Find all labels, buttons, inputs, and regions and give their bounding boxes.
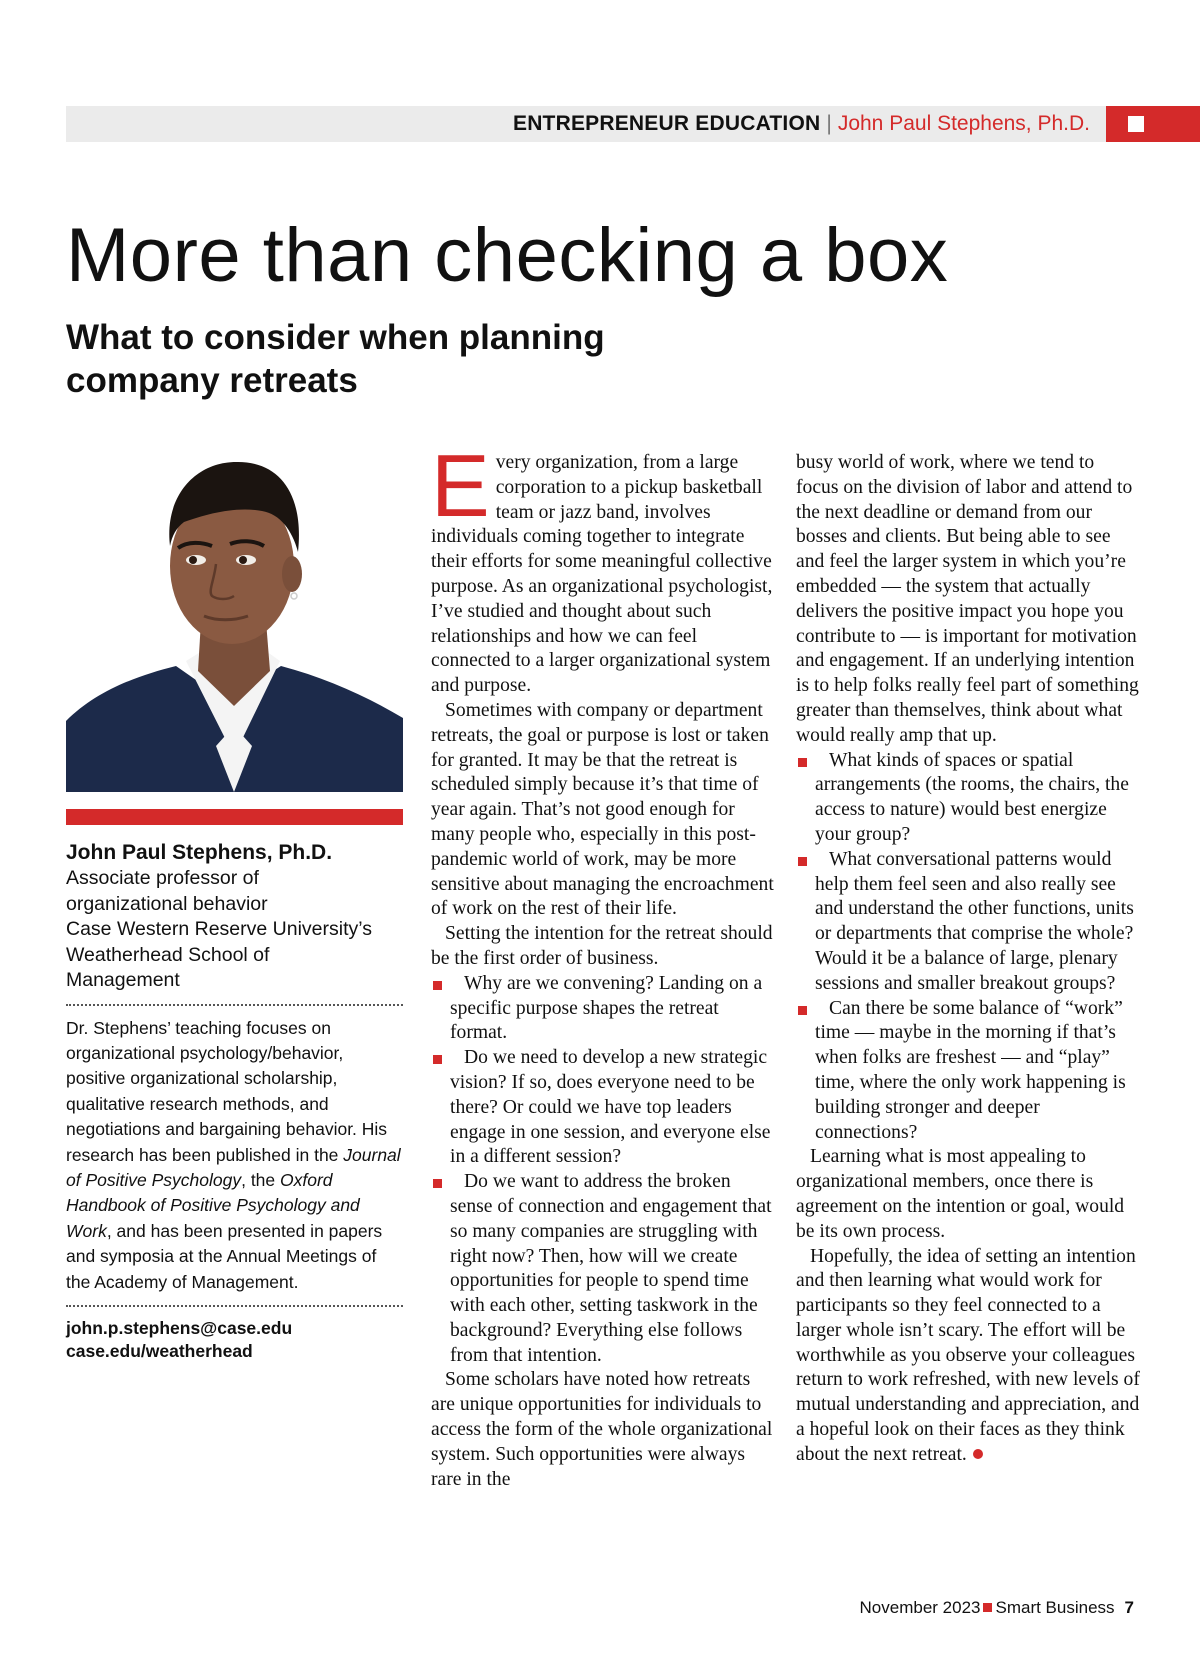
paragraph: busy world of work, where we tend to focus on the division of labor and attend to the next deadline or demand from our bosses and clients. But being able to see and feel the larger system in which you’re embedded — the system that actually delivers the positive impact you hope you contribute to — is important for motivation and engagement. If an underlying intention is to help folks really feel part of something greater than themselves, think about what would really amp that up. — [796, 452, 1139, 746]
paragraph: Hopefully, the idea of setting an intention and then learning what would work for participants so they feel connected to a larger whole isn’t scary. The effort will be worthwhile as you observe your colleagues return to work refreshed, with new levels of mutual understanding and appreciation, and a hopeful look on their faces as they think about the next retreat. — [796, 1245, 1140, 1465]
page-footer — [860, 1598, 1134, 1618]
bullet-item: Do we need to develop a new strategic vision? If so, does everyone need to be there? Or could we have top leaders engage in one session, and everyone else in a different session? — [431, 1046, 776, 1170]
article-headline: More than checking a box — [66, 213, 949, 298]
author-email[interactable]: john.p.stephens@case.edu — [66, 1317, 293, 1338]
section-header-bar — [66, 106, 1200, 142]
paragraph: Every organization, from a large corporation to a pickup basketball team or jazz band, involves individuals coming together to integrate their efforts for some meaningful collective purpose. As an organizational psychologist, I’ve studied and thought about such relationships and how we can feel connected to a larger organizational system and purpose. — [431, 436, 773, 697]
bullet-item: Why are we convening? Landing on a specific purpose shapes the retreat format. — [431, 972, 776, 1046]
paragraph: Some scholars have noted how retreats are unique opportunities for individuals to access the form of the whole organizational system. Such opportunities were always rare in the — [431, 1369, 773, 1490]
bullet-item: Do we want to address the broken sense of connection and engagement that so many companies are struggling with right now? Then, how will we create opportunities for people to spend time with each other, setting taskwork in the background? Everything else follows from that intention. — [431, 1170, 776, 1368]
dotted-divider — [66, 1305, 403, 1307]
article-deck: What to consider when planning company retreats — [66, 318, 605, 400]
author-title-line: organizational behavior — [66, 892, 268, 915]
author-name: John Paul Stephens, Ph.D. — [66, 841, 333, 864]
author-bio: Dr. Stephens’ teaching focuses on organizational psychology/behavior, positive organizational scholarship, qualitative research methods, and negotiations and bargaining behavior. His research has been published in the Journal of Positive Psychology, the Oxford Handbook of Positive Psychology and Work, and has been presented in papers and symposia at the Annual Meetings of the Academy of Management. — [66, 1017, 401, 1292]
paragraph: Setting the intention for the retreat should be the first order of business. — [431, 923, 773, 969]
paragraph: Sometimes with company or department retreats, the goal or purpose is lost or taken for granted. It may be that the retreat is scheduled simply because it’s that time of year again. That’s not good enough for many people who, especially in this post-pandemic world of work, may be more sensitive about managing the encroachment of work on the rest of their life. — [431, 699, 774, 920]
portrait-illustration — [66, 456, 403, 792]
bullet-item: Can there be some balance of “work” time — maybe in the morning if that’s when folks are freshest — and “play” time, where the only work happening is building stronger and deeper connections? — [796, 997, 1141, 1146]
footer-square-icon — [983, 1603, 992, 1612]
author-accent-bar — [66, 809, 403, 825]
page-number: 7 — [1124, 1598, 1134, 1617]
footer-publication: Smart Business — [995, 1598, 1115, 1617]
section-header-text — [513, 112, 1090, 136]
author-title-line: Management — [66, 969, 180, 991]
section-label: ENTREPRENEUR EDUCATION — [512, 112, 821, 135]
square-icon — [1128, 116, 1144, 132]
end-mark-icon — [973, 1449, 983, 1459]
paragraph: Learning what is most appealing to organizational members, once there is agreement on the intention or goal, would be its own process. — [796, 1146, 1125, 1242]
drop-cap: E — [431, 436, 490, 535]
article-column-1 — [431, 436, 776, 1492]
dotted-divider — [66, 1004, 403, 1006]
header-author: John Paul Stephens, Ph.D. — [837, 112, 1090, 135]
author-website[interactable]: case.edu/weatherhead — [66, 1340, 253, 1361]
article-column-2 — [796, 451, 1141, 1468]
author-sidebar — [66, 840, 403, 1363]
header-accent-block — [1106, 106, 1200, 142]
author-title-line: Associate professor of — [66, 867, 259, 889]
footer-date: November 2023 — [859, 1598, 981, 1617]
author-portrait — [66, 456, 403, 792]
author-title-line: Case Western Reserve University’s — [66, 918, 372, 940]
bullet-item: What conversational patterns would help them feel seen and also really see and understand the other functions, units or departments that comprise the whole? Would it be a balance of large, plenary sessions and smaller breakout groups? — [796, 848, 1141, 997]
header-separator: | — [826, 112, 832, 135]
author-title-line: Weatherhead School of — [66, 943, 270, 966]
bullet-item: What kinds of spaces or spatial arrangements (the rooms, the chairs, the access to nature) would best energize your group? — [796, 749, 1141, 848]
